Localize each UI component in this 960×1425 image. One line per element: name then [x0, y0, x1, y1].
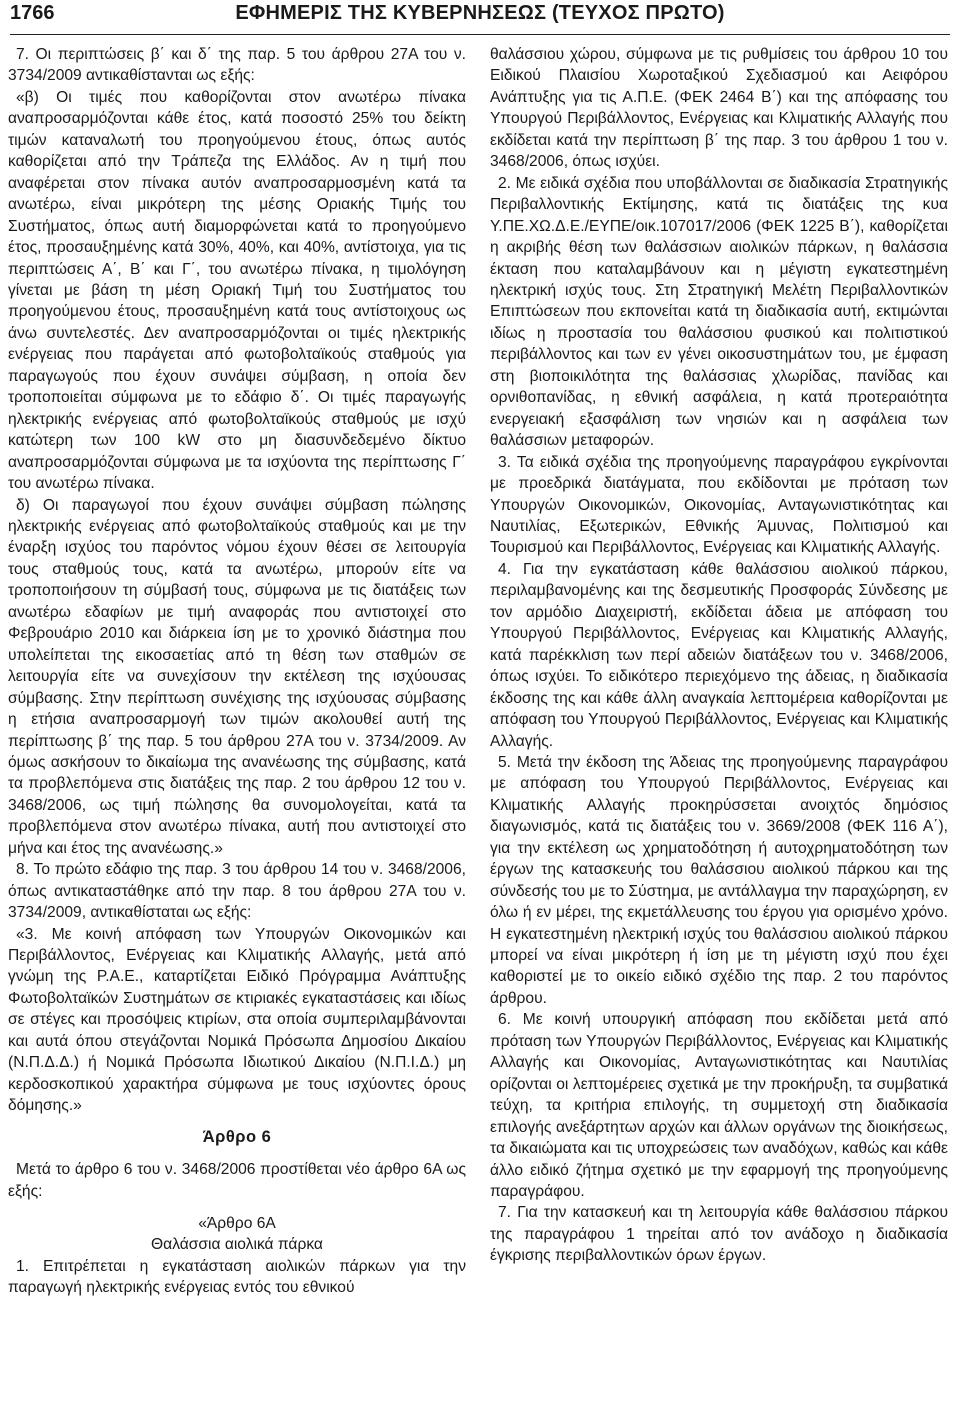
- paragraph: 6. Με κοινή υπουργική απόφαση που εκδίδεται μετά από πρόταση των Υπουργών Περιβάλλοντος, Ενέργειας και Κλιματικής Αλλαγής και Οικονομίας, Ανταγωνιστικότητας και Ναυτιλίας ορίζονται οι λεπτομέρειες σχετικά με την προκήρυξη, τα συμβατικά τεύχη, τα κριτήρια επιλογής, τη συμμετοχή στη διαδικασία επιλογής ανεξάρτητων αρχών και άλλων οργάνων της διοικήσεως, τα δικαιώματα και τις υποχρεώσεις των αναδόχων, καθώς και κάθε άλλο ειδικό ζήτημα σχετικό με την εφαρμογή της προηγούμενης παραγράφου.: [490, 1011, 948, 1201]
- paragraph: «β) Οι τιμές που καθορίζονται στον ανωτέρω πίνακα αναπροσαρμόζονται κάθε έτος, κατά ποσοστό 25% του δείκτη τιμών καταναλωτή του προηγούμενου έτους, όπως αυτός καθορίζεται από την Τράπεζα της Ελλάδος. Αν η τιμή που αναφέρεται στον πίνακα αυτόν αναπροσαρμοσμένη κατά τα ανωτέρω, είναι μικρότερη της μέσης Οριακής Τιμής του Συστήματος, όπως αυτή διαμορφώνεται κατά το προηγούμενο έτος, προσαυξημένης κατά 30%, 40%, και 40%, αντίστοιχα, για τις περιπτώσεις Α΄, Β΄ και Γ΄, του ανωτέρω πίνακα, η τιμολόγηση γίνεται με βάση τη μέση Οριακή Τιμή του Συστήματος του προηγούμενου έτους, προσαυξημένη κατά τους αντίστοιχους ως άνω συντελεστές. Δεν αναπροσαρμόζονται οι τιμές ηλεκτρικής ενέργειας που παράγεται από φωτοβολταϊκούς σταθμούς για παραγωγούς που έχουν συνάψει σύμβαση, η οποία δεν τροποποιείται σύμφωνα με το εδάφιο δ΄. Οι τιμές παραγωγής ηλεκτρικής ενέργειας από φωτοβολταϊκούς σταθμούς με ισχύ κατώτερη των 100 kW στο μη διασυνδεδεμένο δίκτυο αναπροσαρμόζονται σύμφωνα με τα ισχύοντα της περίπτωσης Γ΄ του ανωτέρω πίνακα.: [8, 88, 466, 493]
- new-article-title: Θαλάσσια αιολικά πάρκα: [151, 1236, 323, 1254]
- paragraph: 2. Με ειδικά σχέδια που υποβάλλονται σε διαδικασία Στρατηγικής Περιβαλλοντικής Εκτίμησης, κατά τις διατάξεις της κυα Υ.ΠΕ.ΧΩ.Δ.Ε./ΕΥΠΕ/οικ.107017/2006 (ΦΕΚ 1225 Β΄), καθορίζεται η ακριβής θέση των θαλάσσιων αιολικών πάρκων, η θαλάσσια έκταση που καταλαμβάνουν και η μέγιστη εγκατεστημένη ηλεκτρική ισχύς τους. Στη Στρατηγική Μελέτη Περιβαλλοντικών Επιπτώσεων που εκπονείται κατά τη διαδικασία αυτή, εκτιμώνται ιδίως η προστασία του θαλάσσιου φυσικού και πολιτιστικού περιβάλλοντος και των εν γένει οικοσυστημάτων του, με έμφαση στη βιοποικιλότητα της θαλάσσιας χλωρίδας, πανίδας και ορνιθοπανίδας, η εθνική ασφάλεια, η κατά προτεραιότητα ενεργειακή εξασφάλιση των νησιών και η ασφάλεια των θαλάσσιων μεταφορών.: [490, 174, 948, 450]
- journal-title: ΕΦΗΜΕΡΙΣ ΤΗΣ ΚΥΒΕΡΝΗΣΕΩΣ (ΤΕΥΧΟΣ ΠΡΩΤΟ): [235, 2, 725, 24]
- article-heading: Άρθρο 6: [202, 1127, 272, 1146]
- paragraph: «3. Με κοινή απόφαση των Υπουργών Οικονομικών και Περιβάλλοντος, Ενέργειας και Κλιματικής Αλλαγής, μετά από γνώμη της Ρ.Α.Ε., καταρτίζεται Ειδικό Πρόγραμμα Ανάπτυξης Φωτοβολταϊκών Συστημάτων σε κτιριακές εγκαταστάσεις και ιδίως σε στέγες και προσόψεις κτιρίων, στα οποία συμπεριλαμβάνονται και αυτά όπου στεγάζονται Νομικά Πρόσωπα Δημοσίου Δικαίου (Ν.Π.Δ.Δ.) ή Νομικά Πρόσωπα Ιδιωτικού Δικαίου (Ν.Π.Ι.Δ.) μη κερδοσκοπικού χαρακτήρα σύμφωνα με τους ισχύοντες όρους δόμησης.»: [8, 925, 466, 1115]
- paragraph: 8. Το πρώτο εδάφιο της παρ. 3 του άρθρου 14 του ν. 3468/2006, όπως αντικαταστάθηκε από την παρ. 8 του άρθρου 27Α του ν. 3734/2009, αντικαθίσταται ως εξής:: [8, 861, 466, 922]
- paragraph: 5. Μετά την έκδοση της Άδειας της προηγούμενης παραγράφου με απόφαση του Υπουργού Περιβάλλοντος, Ενέργειας και Κλιματικής Αλλαγής προκηρύσσεται ανοιχτός δημόσιος διαγωνισμός, κατά τις διατάξεις του ν. 3669/2008 (ΦΕΚ 116 Α΄), για την εκτέλεση ως χρηματοδότηση ή αυτοχρηματοδότηση των έργων της κατασκευής του θαλάσσιου αιολικού πάρκου και της σύνδεσής του με το Σύστημα, με αντάλλαγμα την παραχώρηση, εν όλω ή εν μέρει, της εκμετάλλευσης του έργου για ορισμένο χρόνο. Η εγκατεστημένη ηλεκτρική ισχύς του θαλάσσιου αιολικού πάρκου μπορεί να είναι μικρότερη ή ίση με τη μέγιστη ισχύ που έχει καθοριστεί με το οικείο ειδικό σχέδιο της παρ. 2 του παρόντος άρθρου.: [490, 753, 948, 1007]
- paragraph: 1. Επιτρέπεται η εγκατάσταση αιολικών πάρκων για την παραγωγή ηλεκτρικής ενέργειας εντός του εθνικού: [8, 1257, 466, 1297]
- paragraph: 4. Για την εγκατάσταση κάθε θαλάσσιου αιολικού πάρκου, περιλαμβανομένης και της δεσμευτικής Προσφοράς Σύνδεσης με τον αρμόδιο Διαχειριστή, εκδίδεται άδεια με απόφαση του Υπουργού Περιβάλλοντος, Ενέργειας και Κλιματικής Αλλαγής, κατά παρέκκλιση των περί αδειών διατάξεων του ν. 3468/2006, όπως ισχύει. Το ειδικότερο περιεχόμενο της άδειας, η διαδικασία έκδοσης της και κάθε άλλη αναγκαία λεπτομέρεια καθορίζονται με απόφαση του Υπουργού Περιβάλλοντος, Ενέργειας και Κλιματικής Αλλαγής.: [490, 560, 948, 750]
- new-article-label: «Άρθρο 6Α: [198, 1215, 276, 1233]
- right-column: [490, 44, 948, 1267]
- page-number: 1766: [10, 2, 55, 24]
- paragraph: δ) Οι παραγωγοί που έχουν συνάψει σύμβαση πώλησης ηλεκτρικής ενέργειας από φωτοβολταϊκούς σταθμούς και με την έναρξη ισχύος του παρόντος νόμου έχουν θέσει σε λειτουργία τους σταθμούς τους, κατά τα ανωτέρω, μπορούν είτε να τροποποιήσουν τη σύμβασή τους, σύμφωνα με τις διατάξεις των ανωτέρω εδαφίων με τιμή αναφοράς που αντιστοιχεί στο Φεβρουάριο 2010 και διάρκεια ίση με το χρονικό διάστημα που υπολείπεται της εικοσαετίας από τη θέση των σταθμών σε λειτουργία είτε να συνεχίσουν την εκτέλεση της ισχύουσας σύμβασης. Στην περίπτωση συνέχισης της ισχύουσας σύμβασης η ετήσια αναπροσαρμογή των τιμών ακολουθεί αυτή της περίπτωσης β΄ της παρ. 5 του άρθρου 27Α του ν. 3734/2009. Αν όμως ασκήσουν το δικαίωμα της ανανέωσης της σύμβασης, κατά τα προβλεπόμενα στις διατάξεις της παρ. 2 του άρθρου 12 του ν. 3468/2006, ως τιμή πώλησης θα συνομολογείται, κατά τα προβλεπόμενα στον ανωτέρω πίνακα, αυτή που αντιστοιχεί στο μήνα και έτος της ανανέωσης.»: [8, 496, 466, 857]
- paragraph: 3. Τα ειδικά σχέδια της προηγούμενης παραγράφου εγκρίνονται με προεδρικά διατάγματα, που εκδίδονται με πρόταση των Υπουργών Οικονομικών, Οικονομίας, Ανταγωνιστικότητας και Ναυτιλίας, Εξωτερικών, Εθνικής Άμυνας, Πολιτισμού και Τουρισμού και Περιβάλλοντος, Ενέργειας και Κλιματικής Αλλαγής.: [490, 453, 948, 557]
- paragraph: 7. Οι περιπτώσεις β΄ και δ΄ της παρ. 5 του άρθρου 27Α του ν. 3734/2009 αντικαθίστανται ως εξής:: [8, 46, 466, 85]
- left-column: [8, 44, 466, 1299]
- page-header: [10, 0, 950, 35]
- paragraph: θαλάσσιου χώρου, σύμφωνα με τις ρυθμίσεις του άρθρου 10 του Ειδικού Πλαισίου Χωροταξικού Σχεδιασμού και Αειφόρου Ανάπτυξης για τις Α.Π.Ε. (ΦΕΚ 2464 Β΄) και της απόφασης του Υπουργού Περιβάλλοντος, Ενέργειας και Κλιματικής Αλλαγής που εκδίδεται κατά την περίπτωση β΄ της παρ. 3 του άρθρου 1 του ν. 3468/2006, όπως ισχύει.: [490, 46, 948, 171]
- paragraph: Μετά το άρθρο 6 του ν. 3468/2006 προστίθεται νέο άρθρο 6Α ως εξής:: [8, 1161, 466, 1200]
- paragraph: 7. Για την κατασκευή και τη λειτουργία κάθε θαλάσσιου πάρκου της παραγράφου 1 τηρείται από τον ανάδοχο η διαδικασία έγκρισης περιβαλλοντικών όρων έργων.: [490, 1204, 948, 1265]
